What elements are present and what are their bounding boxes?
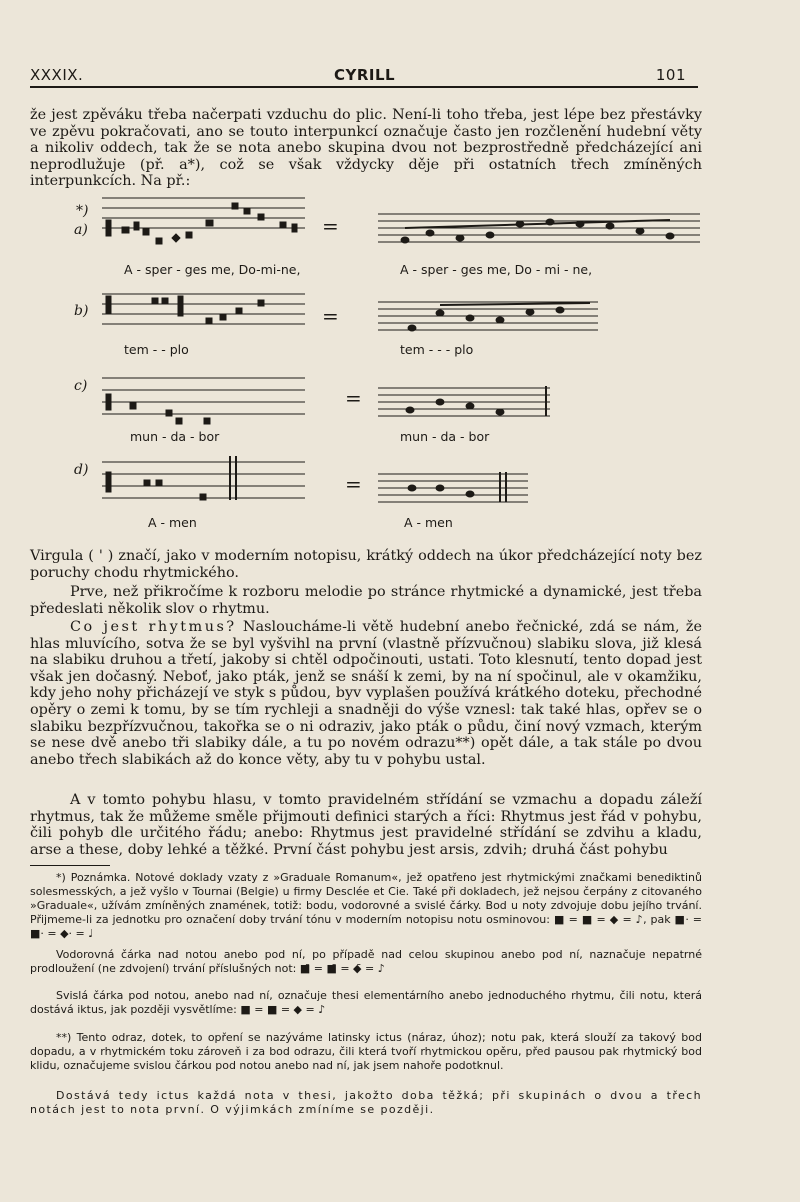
footnote-3-text: Svislá čárka pod notou, anebo nad ní, označuje thesi elementárního anebo jednoduchého rhytmu, čili notu, která dostává iktus, jak později vysvětlíme: [30,989,702,1016]
footnote-1-pak: , pak [643,913,671,926]
paragraph-a-v-tomto: A v tomto pohybu hlasu, v tomto pravidelném střídání se vzmachu a dopadu záleží rhytmus, tak že můžeme směle přijmouti definici starých a říci: Rhytmus jest řád v pohybu, čili pohyb dle určitého řádu; anebo: Rhytmus jest pravidelné střídání se zdvihu a kladu, arse a these, doby lehké a těžké. První část pohybu jest arsis, zdvih; druhá část pohybu [30,792,702,858]
example-c-equals: = [345,386,362,410]
example-a-modern-lyrics: A - sper - ges me, Do - mi - ne, [400,262,593,277]
example-d-chant-staff [102,456,305,500]
example-b-modern-staff [378,302,598,331]
example-c-chant-staff [102,378,305,424]
symbols-eighth: ■ = ■ = ◆ = ♪ [553,913,644,926]
example-a-footnote-marker: *) [76,203,89,219]
example-c-modern-lyrics: mun - da - bor [400,429,490,444]
running-title: CYRILL [334,66,396,84]
paragraph-co-jest-rhytmus [30,619,702,768]
co-jest-body: Nasloucháme-li větě hudební anebo řečnické, zdá se nám, že hlas mluvícího, sotva že se byl vyšvihl na první (vlastně přízvučnou) slabiku slova, již klesá na slabiku druhou a třetí, jakoby si chtěl odpočinouti, ustati. Toto klesnutí, tento dopad jest však jen dočasný. Neboť, jako pták, jenž se snáší k zemi, by na ní spočinul, ale v okamžiku, kdy jeho nohy přicházejí ve styk s půdou, byv vyplašen používá krátkého doteku, přechodné opěry o zemi k tomu, by se tím rychleji a snadněji do výše vznesl: tak také hlas, opřev se o slabiku bezpřízvučnou, takořka se o ni odraziv, jako pták o půdu, činí nový vzmach, kterým se nese dvě anebo tři slabiky dále, a tu po novém odrazu**) opět dále, a tak stále po dvou anebo třech slabikách až do konce věty, aby tu v pohybu ustal. [30,619,702,768]
example-b-modern-lyrics: tem - - - plo [400,342,474,357]
footnote-2-text: Vodorovná čárka nad notou anebo pod ní, po případě nad celou skupinou anebo pod ní, naznačuje nepatrné prodloužení (ne zdvojení) trvání příslušných not: [30,948,702,975]
example-b-chant-lyrics: tem - - plo [124,342,189,357]
example-a-modern-staff [378,214,700,243]
footnote-vertical-bar [30,989,702,1017]
footnote-1 [30,871,702,941]
intro-paragraph: že jest zpěváku třeba načerpati vzduchu do plic. Není-li toho třeba, jest lépe bez přestávky ve zpěvu pokračovati, ano se touto interpunkcí označuje často jen rozčlenění hudební věty a nikoliv oddech, tak že se nota anebo skupina dvou not bezprostředně předcházející ani neprodlužuje (př. a*), což se však vždycky děje při ostatních třech zmíněných interpunkcích. Na př.: [30,107,702,190]
symbols-dotted: ■· = ■· = ◆· = ♩ [30,913,703,940]
example-b-equals: = [322,304,339,328]
example-b-label: b) [74,303,89,319]
symbols-bar: ■̄ = ■̄ = ◆̄ = ♪ [299,962,385,975]
example-d-chant-lyrics: A - men [148,515,197,530]
example-d-equals: = [345,472,362,496]
footnote-ictus-rule: Dostává tedy ictus každá nota v thesi, jakožto doba těžká; při skupinách o dvou a třech notách jest to nota první. O výjimkách zmíníme se později. [30,1089,702,1116]
example-c-label: c) [74,378,88,394]
co-jest-heading: Co jest rhytmus? [70,619,237,635]
page-number: 101 [655,66,686,84]
symbols-ictus: ■ = ■ = ◆ = ♪ [240,1003,326,1016]
example-a-chant-lyrics: A - sper - ges me, Do-mi-ne, [124,262,301,277]
example-a-chant-staff [102,198,305,244]
footnote-divider [30,865,110,866]
footnote-horizontal-bar [30,948,702,976]
example-b-chant-staff [102,294,305,324]
section-number: XXXIX. [30,66,84,84]
example-d-modern-lyrics: A - men [404,515,453,530]
example-a-equals: = [322,214,339,238]
example-c-modern-staff [378,386,550,416]
footnote-2: **) Tento odraz, dotek, to opření se nazýváme latinsky ictus (náraz, úhoz); notu pak, která slouží za takový bod dopadu, a v rhytmickém toku zároveň i za bod odrazu, čili která tvoří rhytmickou opěru, před pausou pak rhytmický bod klidu, označujeme svislou čárkou pod notou anebo nad ní, jak jsem nahoře podotknul. [30,1031,702,1072]
paragraph-virgula: Virgula ( ' ) značí, jako v moderním notopisu, krátký oddech na úkor předcházející noty bez poruchy chodu rhytmického. [30,548,702,581]
paragraph-prve: Prve, než přikročíme k rozboru melodie po stránce rhytmické a dynamické, jest třeba předeslati několik slov o rhytmu. [30,584,702,617]
example-c-chant-lyrics: mun - da - bor [130,429,220,444]
example-d-label: d) [74,462,89,478]
music-notation-svg [0,0,800,560]
footnote-1-text: *) Poznámka. Notové doklady vzaty z »Graduale Romanum«, jež opatřeno jest rhytmickými značkami benediktinů solesmesských, a jež vyšlo v Tournai (Belgie) u firmy Desclée et Cie. Také při dokladech, jež nejsou čerpány z citovaného »Graduale«, užívám zmíněných znamének, totiž: bodu, vodorovné a svislé čárky. Bod u noty zdvojuje dobu jejího trvání. Přijmeme-li za jednotku pro označení doby trvání tónu v moderním notopisu notu osminovou: [30,871,702,926]
example-d-modern-staff [378,472,528,502]
example-a-label: a) [74,222,88,238]
